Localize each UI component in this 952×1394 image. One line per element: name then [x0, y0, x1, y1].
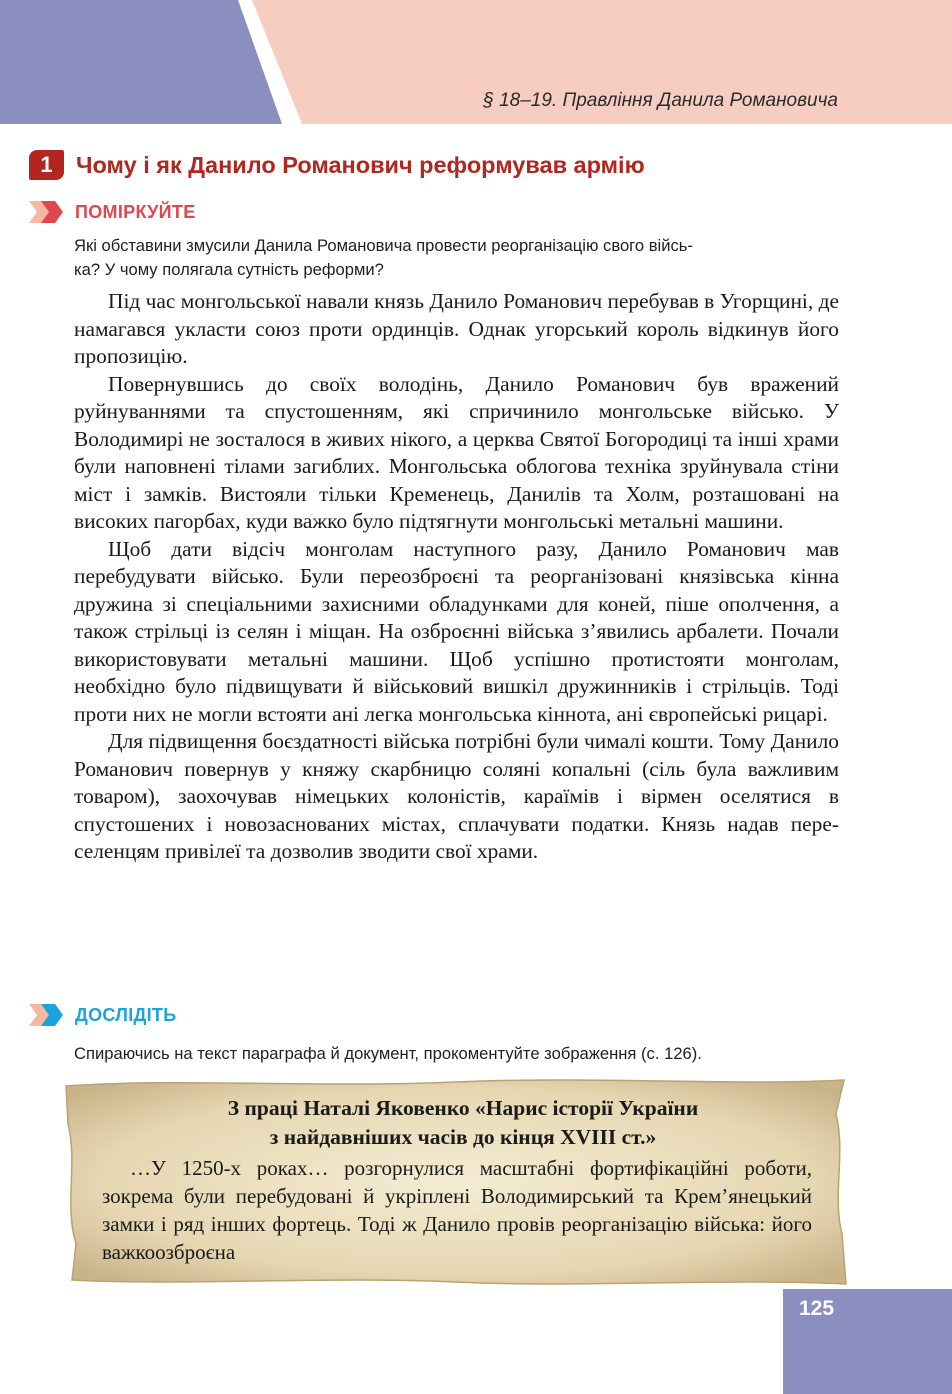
- think-label: ПОМІРКУЙТЕ: [75, 201, 196, 222]
- document-title-line: З праці Наталі Яковенко «Нарис історії України: [227, 1096, 699, 1120]
- document-text: …У 1250-х роках… розгорнулися масштабні фортифікаційні роботи, зокрема були перебудовані й укріплені Володимирський та Крем’янецький замки і ряд інших фортець. Тоді ж Данило провів реорганізацію війська: його важкоозброєна: [102, 1156, 812, 1264]
- chevron-arrows-icon: [29, 1004, 65, 1026]
- chapter-title: § 18–19. Правління Данила Романовича: [483, 90, 838, 111]
- document-title-line: з найдавніших часів до кінця XVIII ст.»: [269, 1125, 657, 1149]
- main-text: [74, 288, 839, 866]
- page-number-box: [783, 1289, 952, 1394]
- section-heading: [29, 148, 645, 182]
- document-quote: [56, 1074, 850, 1292]
- explore-label-row: [29, 1003, 176, 1027]
- page-number: 125: [798, 1297, 835, 1320]
- think-question-line: ка? У чому полягала сутність реформи?: [74, 260, 384, 279]
- paragraph: Щоб дати відсіч монголам наступного разу, Данило Романович мав перебудувати військо. Були переозброєні та реорганізовані князівська кінна дружина зі спеціальними захисними обладунками для коней, піше ополчення, а також стрільці із селян і міщан. На озброєнні війська з’явились арбалети. Почали використовувати метальні машини. Щоб успішно протистояти монголам, необхідно було підвищувати й військовий вишкіл дружинників і стрільців. Тоді проти них не могли встояти ані легка монгольська кіннота, ані європейські рицарі.: [74, 536, 839, 726]
- think-label-row: [29, 200, 196, 224]
- explore-label: ДОСЛІДІТЬ: [75, 1004, 177, 1025]
- section-title: Чому і як Данило Романович реформував армію: [76, 151, 645, 178]
- section-number-badge: 1: [29, 150, 64, 180]
- chevron-arrows-icon: [29, 201, 65, 223]
- paragraph: Повернувшись до своїх володінь, Данило Романович був вражений руйнуваннями та спустошенням, які спричинило монгольське військо. У Володимирі не зосталося в живих нікого, а церква Святої Богородиці та інші храми були наповнені тілами загиблих. Монгольська облогова техніка зруйнувала стіни міст і замків. Вистояли тільки Кременець, Данилів та Холм, розташовані на високих пагорбах, куди важко було підтягнути монгольські метальні машини.: [74, 371, 839, 533]
- think-question-line: Які обставини змусили Данила Романовича провести реорганізацію свого війсь-: [74, 236, 693, 255]
- explore-instruction: Спираючись на текст параграфа й документ, прокоментуйте зображення (с. 126).: [74, 1044, 702, 1063]
- paragraph: Для підвищення боєздатності війська потрібні були чималі кошти. Тому Данило Романович повернув у княжу скарбницю соляні копальні (сіль була важливим товаром), заохочував німецьких колоністів, караїмів і вірмен оселятися в спустошених і новозаснованих містах, сплачувати податки. Князь надав переселенцям привілеї та дозволив зводити свої храми.: [74, 729, 839, 863]
- document-title: [116, 1094, 810, 1152]
- paragraph: Під час монгольської навали князь Данило Романович перебував в Угорщині, де намагався укласти союз проти ординців. Однак угорський король відкинув його пропозицію.: [74, 289, 839, 368]
- think-question: [74, 234, 844, 282]
